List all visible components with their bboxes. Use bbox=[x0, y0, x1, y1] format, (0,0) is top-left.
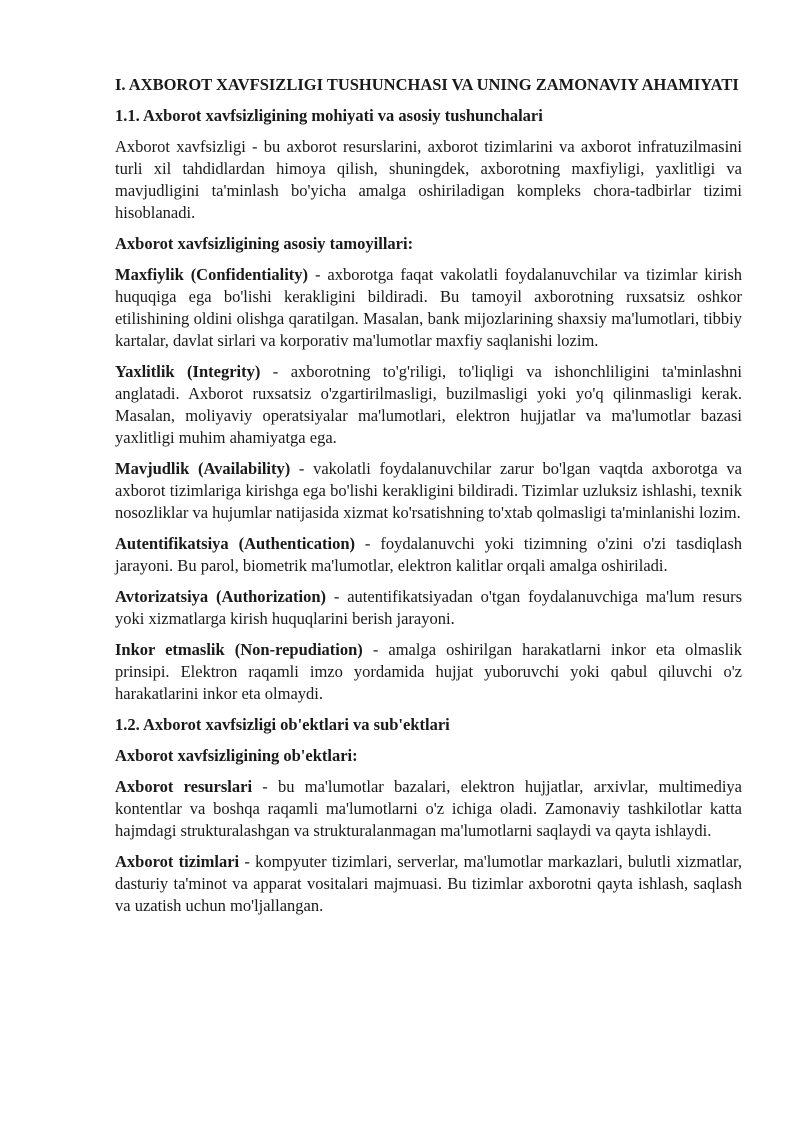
document-title: I. AXBOROT XAVFSIZLIGI TUSHUNCHASI VA UNING ZAMONAVIY AHAMIYATI bbox=[115, 75, 739, 94]
principle-text: - amalga oshirilgan harakatlarni inkor eta olmaslik prinsipi. Elektron raqamli imzo yordamida hujjat yuboruvchi yoki qabul qiluvchi o'z harakatlarini inkor eta olmaydi. bbox=[115, 640, 742, 703]
object-term: Axborot tizimlari bbox=[115, 852, 240, 871]
principles-heading: Axborot xavfsizligining asosiy tamoyillari: bbox=[115, 234, 414, 253]
principle-term: Avtorizatsiya (Authorization) bbox=[115, 587, 327, 606]
principle-term: Maxfiylik (Confidentiality) bbox=[115, 265, 309, 284]
principle-paragraph bbox=[115, 458, 742, 524]
object-term: Axborot resurslari bbox=[115, 777, 253, 796]
document-page bbox=[115, 74, 742, 926]
section-heading-1-2: 1.2. Axborot xavfsizligi ob'ektlari va sub'ektlari bbox=[115, 715, 450, 734]
object-text: - kompyuter tizimlari, serverlar, ma'lumotlar markazlari, bulutli xizmatlar, dasturiy ta'minot va apparat vositalari majmuasi. Bu tizimlar axborotni qayta ishlash, saqlash va uzatish uchun mo'ljallangan. bbox=[115, 852, 742, 915]
principle-text: - vakolatli foydalanuvchilar zarur bo'lgan vaqtda axborotga va axborot tizimlariga kirishga ega bo'lishi kerakligini bildiradi. Tizimlar uzluksiz ishlashi, texnik nosozliklar va hujumlar natijasida xizmat ko'rsatishning to'xtab qolmasligi ta'minlanishi lozim. bbox=[115, 459, 743, 522]
principle-paragraph bbox=[115, 533, 742, 577]
principle-term: Inkor etmaslik (Non-repudiation) bbox=[115, 640, 363, 659]
object-text: - bu ma'lumotlar bazalari, elektron hujjatlar, arxivlar, multimediya kontentlar va boshqa raqamli ma'lumotlarni o'z ichiga oladi. Zamonaviy tashkilotlar katta hajmdagi strukturalashgan va strukturalanmagan ma'lumotlarni saqlaydi va qayta ishlaydi. bbox=[115, 777, 743, 840]
principle-paragraph bbox=[115, 361, 742, 449]
object-paragraph bbox=[115, 776, 742, 842]
principle-paragraph bbox=[115, 639, 742, 705]
principle-text: - axborotga faqat vakolatli foydalanuvchilar va tizimlar kirish huquqiga ega bo'lishi kerakligini bildiradi. Bu tamoyil axborotning ruxsatsiz oshkor etilishining oldini olishga qaratilgan. Masalan, bank mijozlarining shaxsiy ma'lumotlari, tibbiy kartalar, davlat sirlari va korporativ ma'lumotlar maxfiy saqlanishi lozim. bbox=[115, 265, 743, 350]
intro-paragraph: Axborot xavfsizligi - bu axborot resurslarini, axborot tizimlarini va axborot infratuzilmasini turli xil tahdidlardan himoya qilish, shuningdek, axborotning maxfiyligi, yaxlitligi va mavjudligini ta'minlash bo'yicha amalga oshiriladigan kompleks chora-tadbirlar tizimi hisoblanadi. bbox=[115, 137, 742, 222]
principle-paragraph bbox=[115, 586, 742, 630]
principle-text: - axborotning to'g'riligi, to'liqligi va ishonchliligini ta'minlashni anglatadi. Axborot ruxsatsiz o'zgartirilmasligi, buzilmasligi yoki yo'q qilinmasligi kerak. Masalan, moliyaviy operatsiyalar ma'lumotlari, elektron hujjatlar va ma'lumotlar bazasi yaxlitligi muhim ahamiyatga ega. bbox=[115, 362, 742, 447]
object-paragraph bbox=[115, 851, 742, 917]
principle-text: - autentifikatsiyadan o'tgan foydalanuvchiga ma'lum resurs yoki xizmatlarga kirish huquqlarini berish jarayoni. bbox=[115, 587, 742, 628]
objects-heading: Axborot xavfsizligining ob'ektlari: bbox=[115, 746, 358, 765]
principle-text: - foydalanuvchi yoki tizimning o'zini o'zi tasdiqlash jarayoni. Bu parol, biometrik ma'lumotlar, elektron kalitlar orqali amalga oshiriladi. bbox=[115, 534, 742, 575]
principle-term: Yaxlitlik (Integrity) bbox=[115, 362, 261, 381]
principle-term: Autentifikatsiya (Authentication) bbox=[115, 534, 356, 553]
principle-paragraph bbox=[115, 264, 742, 352]
section-heading-1-1: 1.1. Axborot xavfsizligining mohiyati va asosiy tushunchalari bbox=[115, 106, 543, 125]
principle-term: Mavjudlik (Availability) bbox=[115, 459, 291, 478]
